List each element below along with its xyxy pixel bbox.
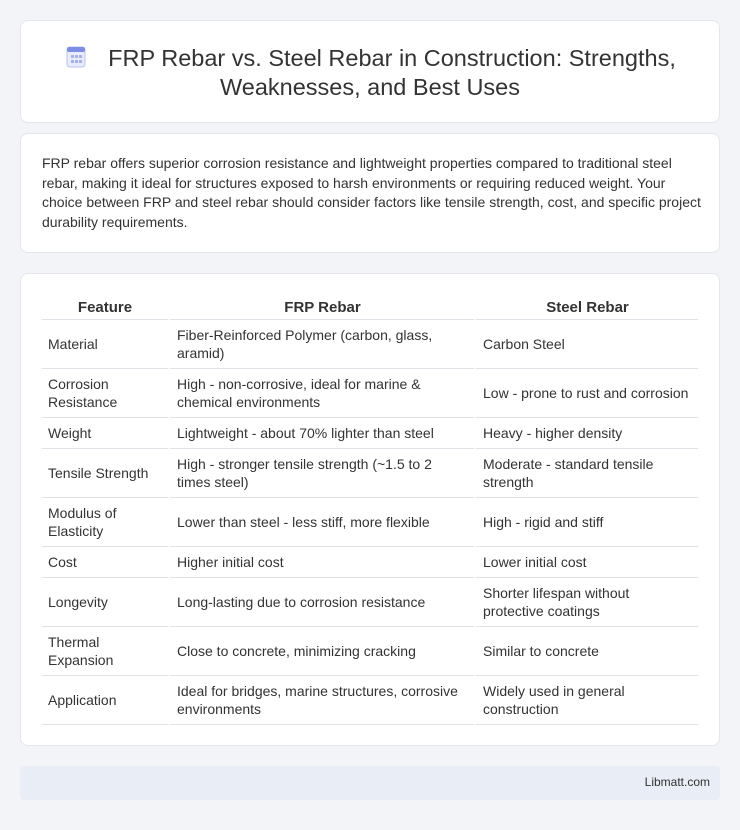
table-row xyxy=(42,449,698,498)
frp-cell: Lightweight - about 70% lighter than steel xyxy=(168,418,474,449)
title-card xyxy=(20,20,720,123)
table-row xyxy=(42,369,698,418)
table-row xyxy=(42,498,698,547)
feature-cell: Longevity xyxy=(42,578,168,627)
steel-cell: Moderate - standard tensile strength xyxy=(474,449,698,498)
steel-cell: High - rigid and stiff xyxy=(474,498,698,547)
steel-cell: Heavy - higher density xyxy=(474,418,698,449)
page-title-container xyxy=(21,44,719,102)
footer-brand-link[interactable]: Libmatt.com xyxy=(644,775,710,789)
steel-cell: Carbon Steel xyxy=(474,320,698,369)
table-row xyxy=(42,547,698,578)
summary-paragraph: FRP rebar offers superior corrosion resistance and lightweight properties compared to traditional steel rebar, making it ideal for structures exposed to harsh environments or requiring reduced weight. Your choice between FRP and steel rebar should consider factors like tensile strength, cost, and specific project durability requirements. xyxy=(42,155,701,230)
frp-cell: Fiber-Reinforced Polymer (carbon, glass, aramid) xyxy=(168,320,474,369)
summary-card xyxy=(20,133,720,253)
comparison-table xyxy=(42,296,698,725)
frp-cell: Ideal for bridges, marine structures, corrosive environments xyxy=(168,676,474,725)
frp-cell: Lower than steel - less stiff, more flexible xyxy=(168,498,474,547)
feature-cell: Modulus of Elasticity xyxy=(42,498,168,547)
feature-cell: Corrosion Resistance xyxy=(42,369,168,418)
frp-cell: High - stronger tensile strength (~1.5 to 2 times steel) xyxy=(168,449,474,498)
page-title: FRP Rebar vs. Steel Rebar in Construction: Strengths, Weaknesses, and Best Uses xyxy=(108,45,676,100)
table-header-row xyxy=(42,296,698,320)
column-header-feature: Feature xyxy=(42,296,168,320)
document-icon xyxy=(64,45,88,69)
frp-cell: High - non-corrosive, ideal for marine & chemical environments xyxy=(168,369,474,418)
feature-cell: Weight xyxy=(42,418,168,449)
steel-cell: Similar to concrete xyxy=(474,627,698,676)
table-row xyxy=(42,320,698,369)
feature-cell: Material xyxy=(42,320,168,369)
frp-cell: Long-lasting due to corrosion resistance xyxy=(168,578,474,627)
footer-bar xyxy=(20,766,720,800)
table-row xyxy=(42,578,698,627)
feature-cell: Cost xyxy=(42,547,168,578)
frp-cell: Close to concrete, minimizing cracking xyxy=(168,627,474,676)
frp-cell: Higher initial cost xyxy=(168,547,474,578)
column-header-steel-rebar: Steel Rebar xyxy=(474,296,698,320)
steel-cell: Widely used in general construction xyxy=(474,676,698,725)
steel-cell: Low - prone to rust and corrosion xyxy=(474,369,698,418)
column-header-frp-rebar: FRP Rebar xyxy=(168,296,474,320)
feature-cell: Application xyxy=(42,676,168,725)
feature-cell: Thermal Expansion xyxy=(42,627,168,676)
table-row xyxy=(42,418,698,449)
steel-cell: Lower initial cost xyxy=(474,547,698,578)
feature-cell: Tensile Strength xyxy=(42,449,168,498)
table-row xyxy=(42,676,698,725)
comparison-table-card xyxy=(20,273,720,746)
steel-cell: Shorter lifespan without protective coatings xyxy=(474,578,698,627)
table-row xyxy=(42,627,698,676)
